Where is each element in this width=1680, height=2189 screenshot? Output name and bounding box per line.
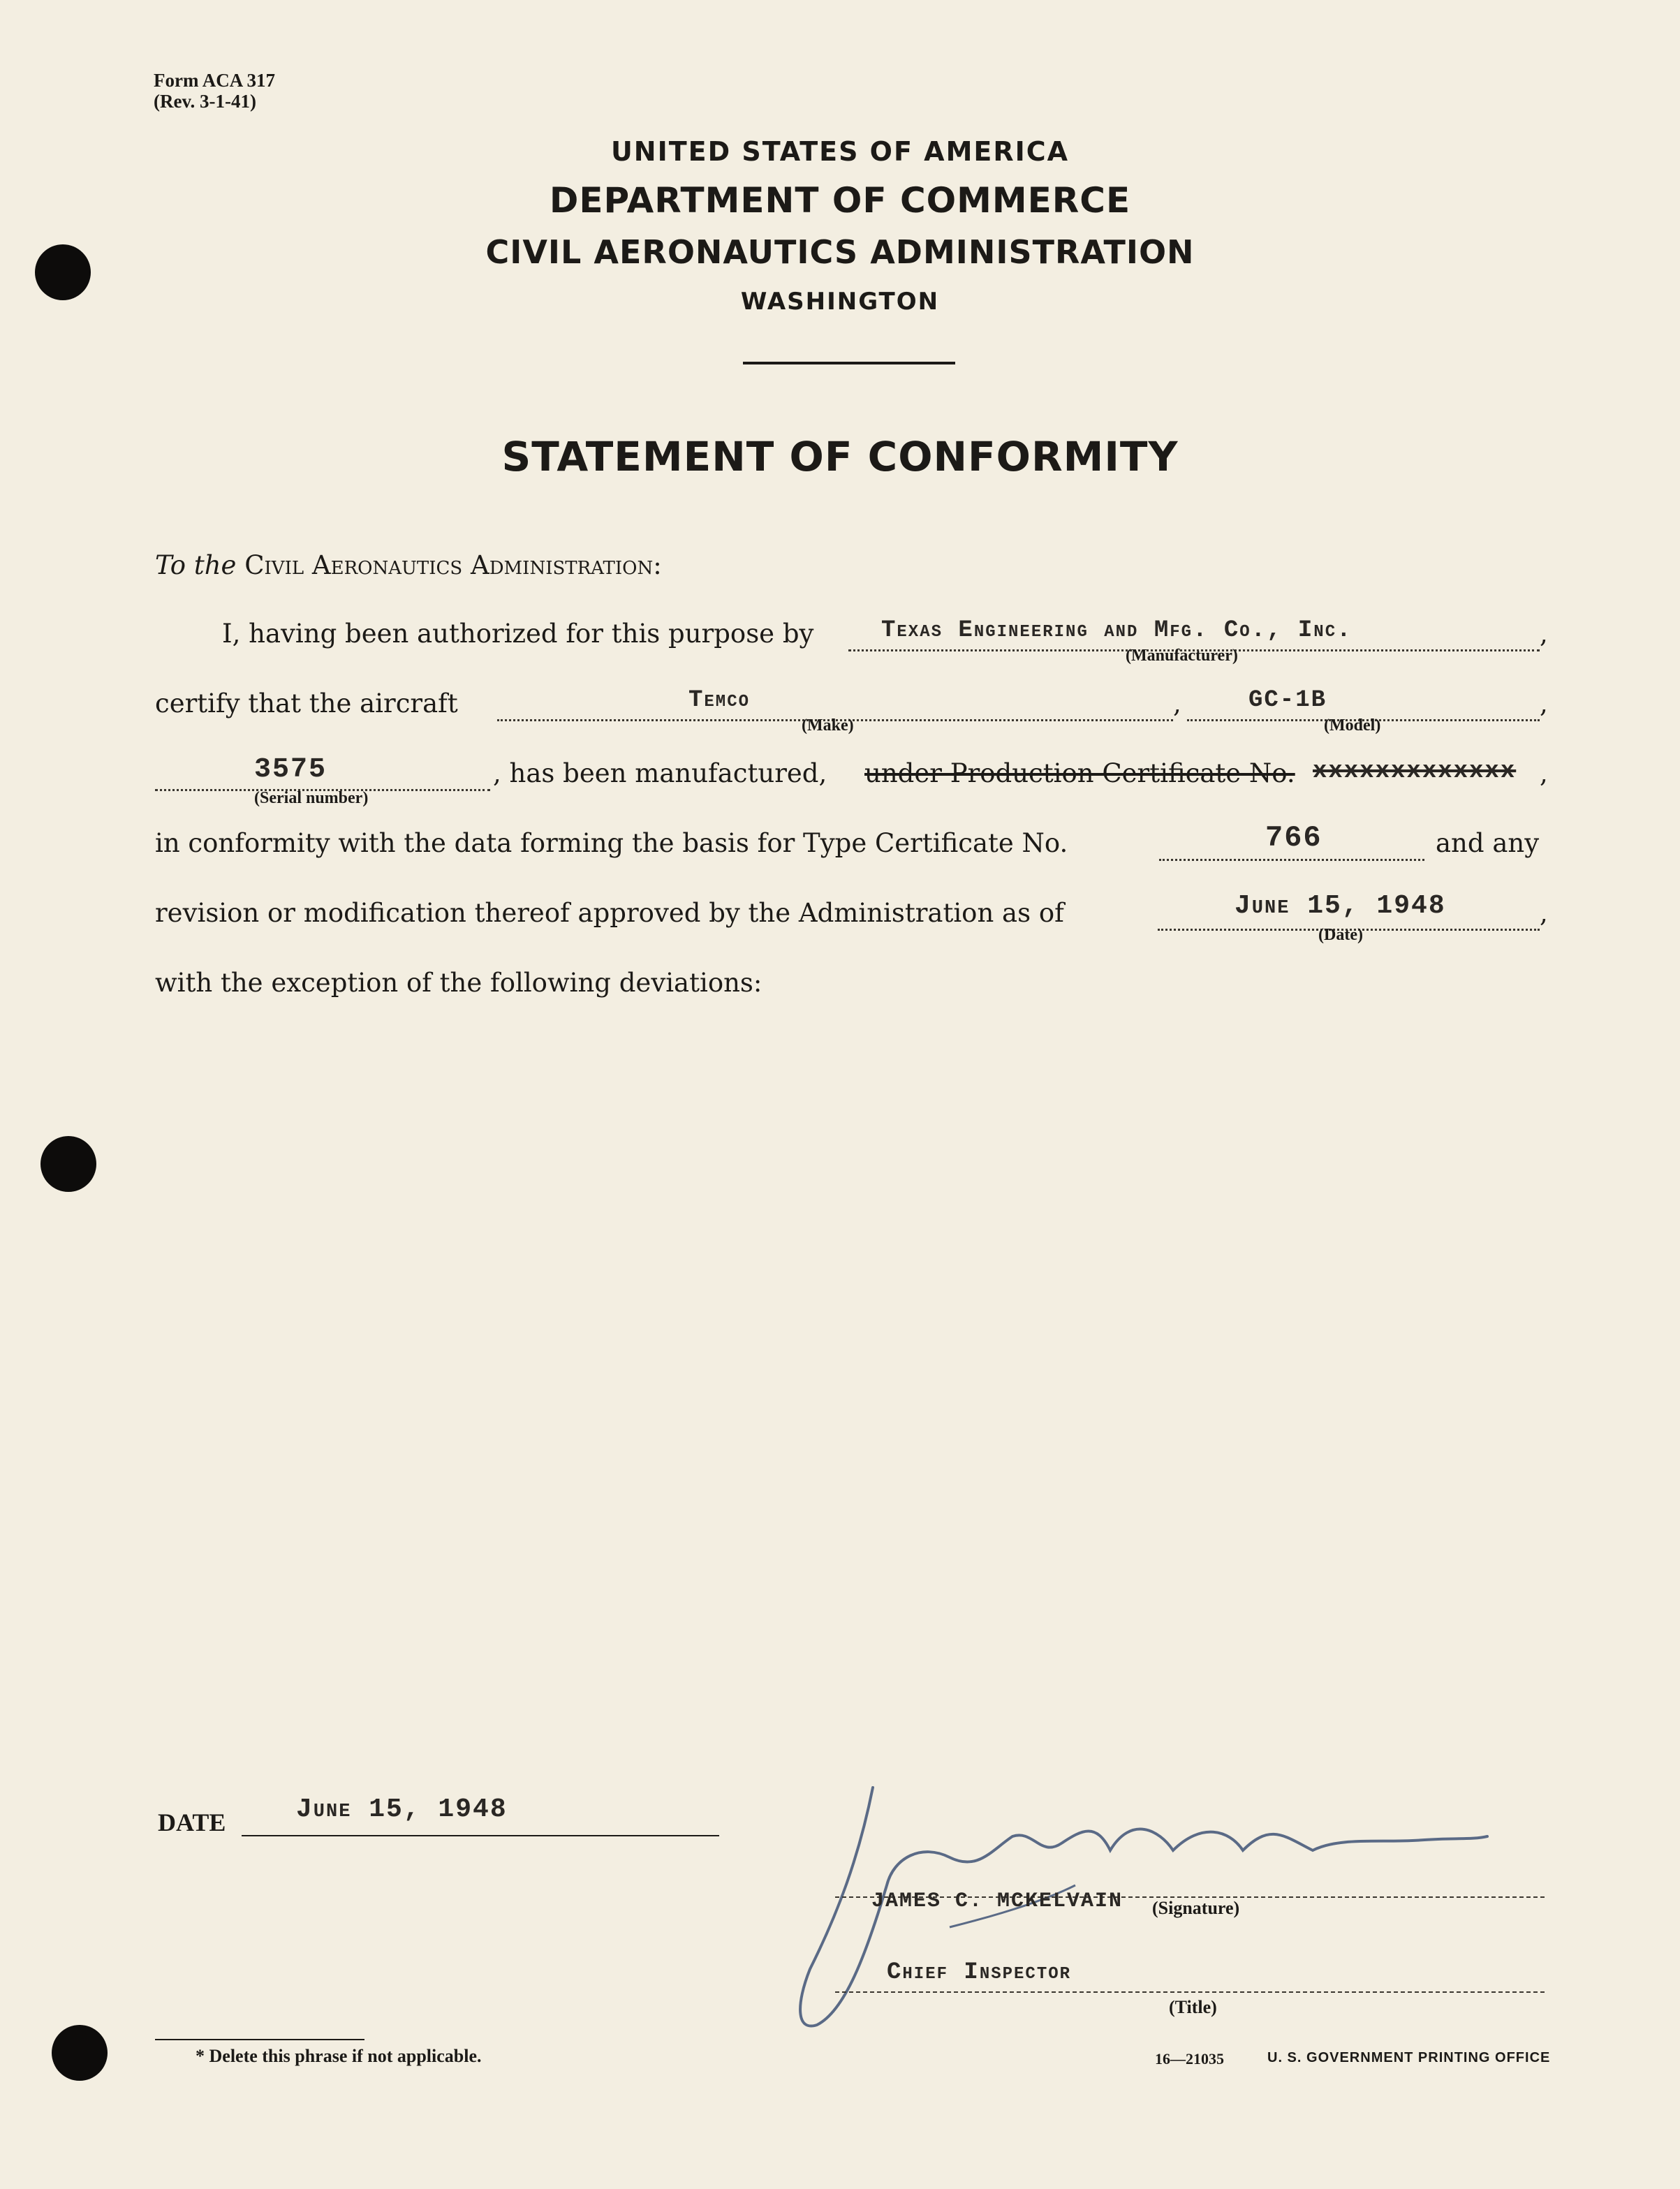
model-value: GC-1B bbox=[1248, 687, 1327, 714]
comma: , bbox=[1540, 619, 1548, 649]
body-line-4: in conformity with the data forming the basis for Type Certificate No. bbox=[155, 828, 1068, 858]
print-number: 16—21035 bbox=[1155, 2050, 1224, 2068]
comma: , bbox=[1540, 688, 1548, 718]
form-revision: (Rev. 3-1-41) bbox=[154, 91, 256, 112]
serial-value: 3575 bbox=[254, 754, 327, 786]
serial-caption: (Serial number) bbox=[254, 789, 369, 807]
footnote: * Delete this phrase if not applicable. bbox=[196, 2046, 482, 2066]
punch-hole-middle bbox=[40, 1136, 96, 1192]
page-title: STATEMENT OF CONFORMITY bbox=[501, 433, 1179, 480]
header-divider bbox=[743, 362, 955, 364]
signer-name: JAMES C. MCKELVAIN bbox=[871, 1889, 1123, 1913]
signoff-date-label: DATE bbox=[158, 1808, 226, 1836]
comma: , bbox=[1540, 758, 1548, 788]
title-caption: (Title) bbox=[1169, 1997, 1217, 2017]
production-certificate-value: xxxxxxxxxxxxx bbox=[1313, 758, 1517, 785]
printer-name: U. S. GOVERNMENT PRINTING OFFICE bbox=[1267, 2050, 1551, 2065]
production-certificate-phrase: under Production Certificate No. bbox=[864, 758, 1295, 788]
signature-caption: (Signature) bbox=[1152, 1898, 1240, 1918]
header-department: DEPARTMENT OF COMMERCE bbox=[549, 180, 1131, 221]
salutation-prefix: To the bbox=[155, 550, 237, 580]
header-city: WASHINGTON bbox=[740, 288, 940, 316]
make-value: Temco bbox=[688, 687, 751, 714]
signoff-date-value: June 15, 1948 bbox=[296, 1794, 508, 1825]
comma: , bbox=[1173, 688, 1181, 718]
approval-date-value: June 15, 1948 bbox=[1235, 891, 1446, 921]
form-number: Form ACA 317 bbox=[154, 70, 275, 91]
manufacturer-value: Texas Engineering and Mfg. Co., Inc. bbox=[881, 617, 1353, 644]
body-line-6: with the exception of the following deviations: bbox=[155, 968, 762, 998]
body-line-1: I, having been authorized for this purpose by bbox=[222, 619, 814, 649]
comma: , bbox=[1540, 898, 1548, 928]
body-line-2: certify that the aircraft bbox=[155, 688, 458, 718]
manufacturer-caption: (Manufacturer) bbox=[1126, 647, 1238, 665]
make-caption: (Make) bbox=[802, 716, 854, 735]
title-value: Chief Inspector bbox=[887, 1959, 1072, 1986]
punch-hole-bottom bbox=[52, 2025, 108, 2081]
body-line-5: revision or modification thereof approved by the Administration as of bbox=[155, 898, 1064, 928]
header-country: UNITED STATES OF AMERICA bbox=[610, 136, 1070, 167]
salutation bbox=[155, 550, 662, 580]
approval-date-caption: (Date) bbox=[1318, 926, 1363, 944]
footnote-rule bbox=[155, 2039, 364, 2040]
form-identifier bbox=[154, 70, 275, 112]
header-administration: CIVIL AERONAUTICS ADMINISTRATION bbox=[485, 233, 1195, 271]
body-line-3: , has been manufactured, bbox=[493, 758, 827, 788]
salutation-addressee: Civil Aeronautics Administration: bbox=[244, 550, 662, 580]
model-caption: (Model) bbox=[1324, 716, 1381, 735]
type-certificate-value: 766 bbox=[1265, 821, 1322, 855]
body-line-4-end: and any bbox=[1436, 828, 1540, 858]
